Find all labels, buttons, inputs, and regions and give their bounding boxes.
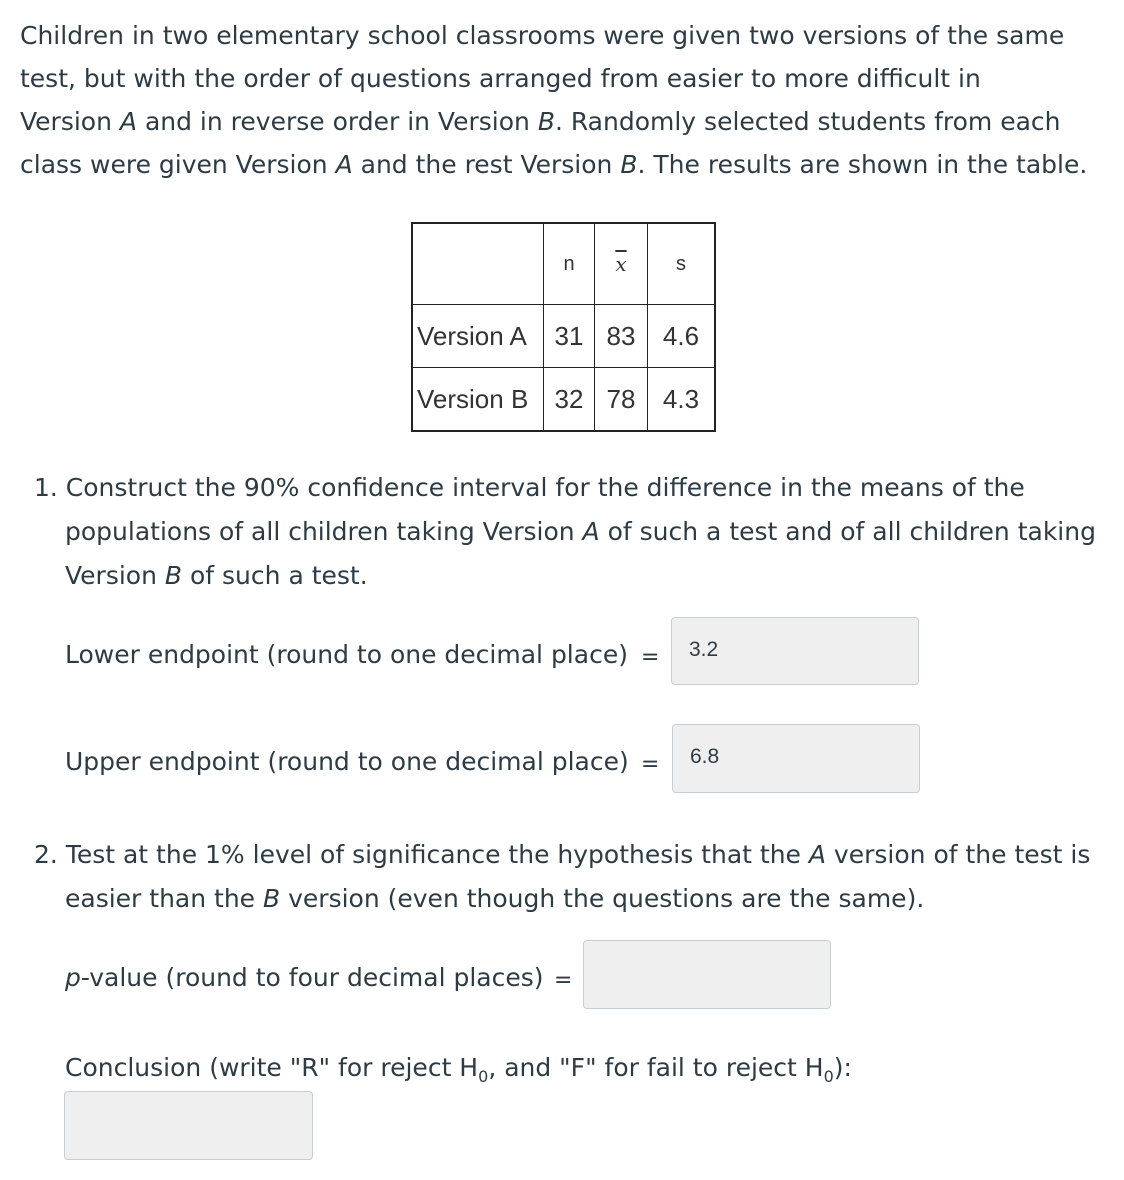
x-bar-symbol: x xyxy=(615,251,627,276)
text: of such a test. xyxy=(182,561,368,590)
lower-endpoint-label: Lower endpoint (round to one decimal place) xyxy=(65,640,628,669)
row-label: Version A xyxy=(412,305,544,368)
p-value-label xyxy=(65,963,544,992)
conclusion-label xyxy=(65,1053,852,1086)
q2-line-2 xyxy=(34,877,1114,921)
upper-endpoint-input[interactable]: 6.8 xyxy=(672,724,920,793)
text: A xyxy=(119,107,137,136)
equals-sign: = xyxy=(554,968,573,993)
table-row xyxy=(412,368,715,432)
text: , and "F" for fail to reject H xyxy=(488,1053,824,1082)
cell-n: 31 xyxy=(544,305,595,368)
conclusion-input[interactable] xyxy=(64,1091,313,1160)
text: Version xyxy=(65,561,165,590)
cell-mean: 83 xyxy=(595,305,648,368)
text: version of the test is xyxy=(825,840,1091,869)
row-label: Version B xyxy=(412,368,544,432)
intro-line-4 xyxy=(20,143,1110,186)
text: version (even though the questions are the same). xyxy=(280,884,925,913)
problem-intro xyxy=(20,14,1110,186)
table-header-row xyxy=(412,223,715,305)
text: 0 xyxy=(823,1067,834,1086)
text: of such a test and of all children taking xyxy=(599,517,1096,546)
text: easier than the xyxy=(65,884,264,913)
header-s: s xyxy=(648,223,716,305)
text: B xyxy=(164,561,183,590)
text: ): xyxy=(833,1053,852,1082)
text: . Randomly selected students from each xyxy=(554,107,1061,136)
upper-endpoint-label: Upper endpoint (round to one decimal place) xyxy=(65,747,629,776)
text: and in reverse order in Version xyxy=(137,107,538,136)
q1-line-3 xyxy=(34,554,1114,598)
question-2 xyxy=(34,833,1114,921)
intro-line-1: Children in two elementary school classrooms were given two versions of the same xyxy=(20,21,1065,50)
text: -value (round to four decimal places) xyxy=(80,963,544,992)
text: populations of all children taking Version xyxy=(65,517,583,546)
text: 0 xyxy=(478,1067,489,1086)
text: p xyxy=(65,963,81,992)
p-value-input[interactable] xyxy=(583,940,831,1009)
table-row xyxy=(412,305,715,368)
text: B xyxy=(537,107,555,136)
intro-line-3 xyxy=(20,100,1110,143)
intro-line-2: test, but with the order of questions arranged from easier to more difficult in xyxy=(20,64,981,93)
cell-s: 4.3 xyxy=(648,368,716,432)
text: . The results are shown in the table. xyxy=(637,150,1088,179)
text: B xyxy=(620,150,638,179)
header-n: n xyxy=(544,223,595,305)
equals-sign: = xyxy=(641,645,660,670)
text: Conclusion (write "R" for reject H xyxy=(65,1053,479,1082)
text: A xyxy=(335,150,353,179)
text: Version xyxy=(20,107,120,136)
q1-line-2 xyxy=(34,510,1114,554)
q2-line-1 xyxy=(34,833,1114,877)
question-1 xyxy=(34,466,1114,598)
table-corner-cell xyxy=(412,223,544,305)
text: A xyxy=(582,517,600,546)
header-mean xyxy=(595,223,648,305)
text: 2. Test at the 1% level of significance the hypothesis that the xyxy=(34,840,809,869)
text: B xyxy=(263,884,281,913)
text: class were given Version xyxy=(20,150,336,179)
cell-s: 4.6 xyxy=(648,305,716,368)
cell-n: 32 xyxy=(544,368,595,432)
cell-mean: 78 xyxy=(595,368,648,432)
results-table xyxy=(411,222,716,432)
text: A xyxy=(808,840,826,869)
lower-endpoint-input[interactable]: 3.2 xyxy=(671,617,919,685)
q1-line-1: 1. Construct the 90% confidence interval for the difference in the means of the xyxy=(34,473,1025,502)
text: and the rest Version xyxy=(352,150,621,179)
equals-sign: = xyxy=(641,752,660,777)
